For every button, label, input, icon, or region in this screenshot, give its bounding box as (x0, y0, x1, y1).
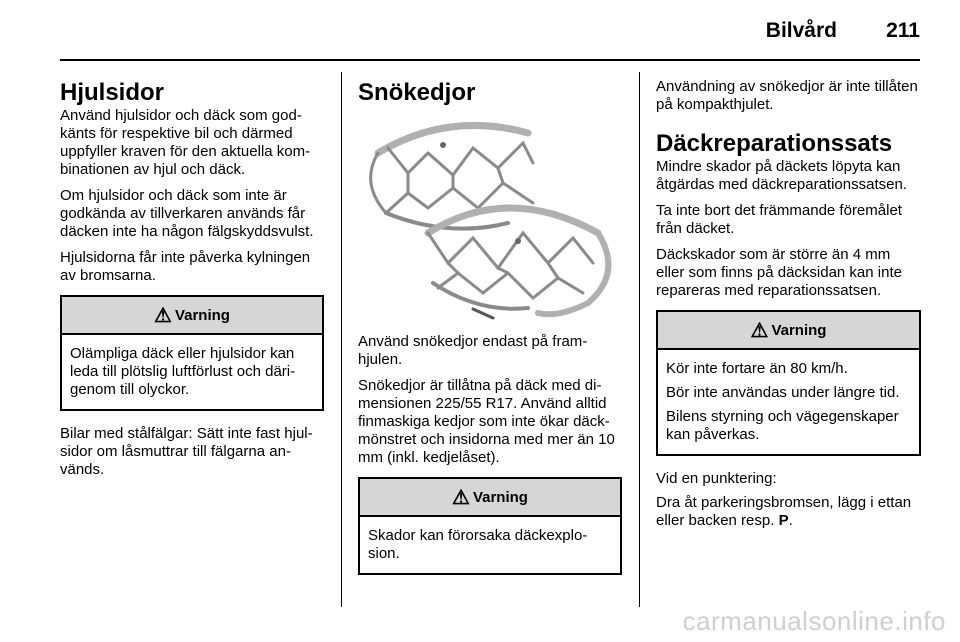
column-1 (60, 72, 324, 487)
warning-triangle-icon: ⚠ (452, 486, 470, 509)
paragraph: Om hjulsidor och däck som inte är godkända av tillverkaren används får däcken inte ha någon fälgskyddsvulst. (60, 187, 314, 240)
warning-text: Olämpliga däck eller hjulsidor kan leda till plötslig luftförlust och därigenom till olyckor. (70, 345, 296, 398)
warning-box (656, 310, 921, 456)
warning-title: Varning (472, 488, 528, 506)
column-2 (358, 72, 622, 589)
warning-title: Varning (771, 321, 827, 339)
warning-header (658, 312, 919, 350)
page-header (0, 0, 960, 60)
paragraph: Snökedjor är tillåtna på däck med dimensionen 225/55 R17. Använd alltid finmaskiga kedjor som inte ökar däckmönstret och insidorna med mer än 10 mm (inkl. kedjelåset). (358, 377, 615, 466)
warning-triangle-icon: ⚠ (154, 304, 172, 327)
warning-body (62, 335, 322, 409)
warning-title: Varning (174, 306, 230, 324)
warning-body (360, 517, 620, 573)
warning-body (658, 350, 919, 454)
paragraph: Hjulsidorna får inte påverka kylningen av bromsarna. (60, 249, 311, 284)
footer (0, 606, 960, 637)
warning-header (360, 479, 620, 517)
header-rule (60, 59, 920, 61)
page-title: Bilvård (765, 19, 837, 42)
paragraph: Använd hjulsidor och däck som godkänts för respektive bil och därmed uppfyller kraven för den aktuella kombinationen av hjul och däck. (60, 107, 311, 178)
column-divider-1 (341, 72, 342, 607)
page-number: 211 (886, 19, 920, 42)
column-3 (656, 72, 921, 538)
warning-text: Bör inte användas under längre tid. (666, 384, 900, 401)
gear-p-label: P (778, 512, 789, 529)
section-heading-dackreparationssats: Däckreparationssats (656, 130, 893, 157)
paragraph: Användning av snökedjor är inte tillåten på kompakthjulet. (656, 78, 918, 113)
warning-text: Skador kan förorsaka däckexplosion. (368, 527, 588, 562)
warning-text: Kör inte fortare än 80 km/h. (666, 360, 848, 377)
paragraph (656, 494, 921, 530)
warning-box (60, 295, 324, 411)
warning-triangle-icon: ⚠ (750, 319, 769, 342)
text-span: . (788, 512, 793, 529)
paragraph: Däckskador som är större än 4 mm eller som finns på däcksidan kan inte repareras med reparationssatsen. (656, 246, 902, 299)
paragraph: Vid en punktering: (656, 470, 777, 487)
section-heading-snokedjor: Snökedjor (358, 79, 476, 106)
warning-box (358, 477, 622, 575)
watermark-text: carmanualsonline.info (682, 606, 946, 636)
warning-text: Bilens styrning och vägegenskaper kan påverkas. (666, 408, 899, 443)
paragraph: Använd snökedjor endast på framhjulen. (358, 333, 588, 368)
section-heading-hjulsidor: Hjulsidor (60, 79, 165, 106)
paragraph: Mindre skador på däckets löpyta kan åtgärdas med däckreparationssatsen. (656, 158, 907, 193)
paragraph: Ta inte bort det främmande föremålet från däcket. (656, 202, 902, 237)
snow-chain-illustration (358, 113, 620, 323)
column-divider-2 (639, 72, 640, 607)
paragraph: Bilar med stålfälgar: Sätt inte fast hjulsidor om låsmuttrar till fälgarna används. (60, 425, 313, 478)
text-span: Dra åt parkeringsbromsen, lägg i ettan eller backen resp. (656, 494, 912, 529)
warning-header (62, 297, 322, 335)
